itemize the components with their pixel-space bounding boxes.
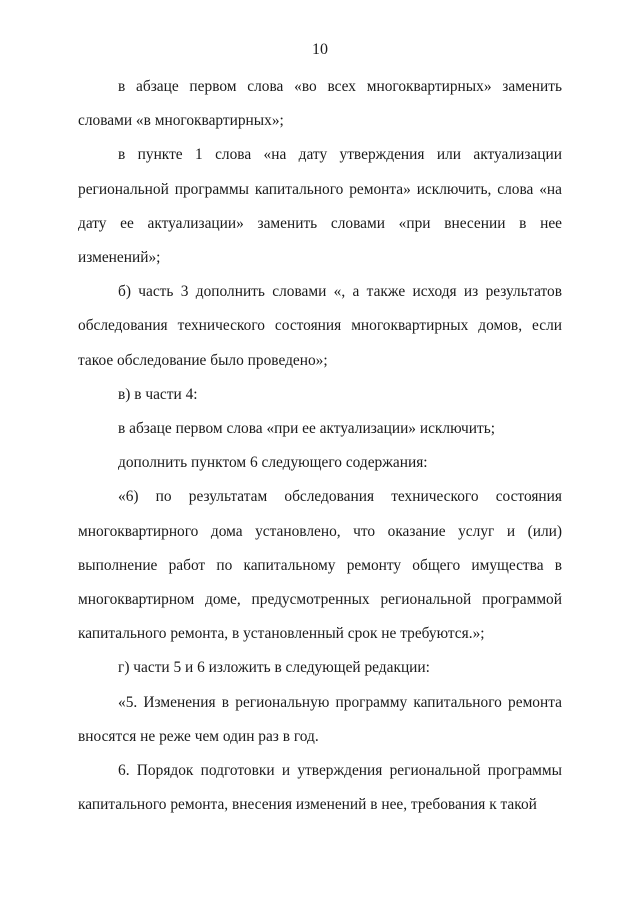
page-number: 10 — [312, 41, 328, 58]
document-body — [78, 70, 562, 822]
paragraph-1: в абзаце первом слова «во всех многоквартирных» заменить словами «в многоквартирных»; — [78, 78, 562, 130]
paragraph-4: в) в части 4: — [118, 385, 198, 403]
paragraph-8: г) части 5 и 6 изложить в следующей редакции: — [118, 659, 430, 677]
paragraph-9: «5. Изменения в региональную программу капитального ремонта вносятся не реже чем один раз в год. — [78, 693, 562, 745]
paragraph-10: 6. Порядок подготовки и утверждения региональной программы капитального ремонта, внесения изменений в нее, требования к такой — [78, 762, 562, 814]
paragraph-3: б) часть 3 дополнить словами «, а также исходя из результатов обследования технического состояния многоквартирных домов, если такое обследование было проведено»; — [78, 283, 562, 369]
paragraph-7: «6) по результатам обследования технического состояния многоквартирного дома установлено, что оказание услуг и (или) выполнение работ по капитальному ремонту общего имущества в многоквартирном доме, предусмотренных региональной программой капитального ремонта, в установленный срок не требуются.»; — [78, 488, 562, 643]
paragraph-5: в абзаце первом слова «при ее актуализации» исключить; — [118, 420, 495, 438]
paragraph-2: в пункте 1 слова «на дату утверждения или актуализации региональной программы капитального ремонта» исключить, слова «на дату ее актуализации» заменить словами «при внесении в нее изменений»; — [78, 146, 562, 267]
paragraph-6: дополнить пунктом 6 следующего содержания: — [118, 454, 428, 472]
